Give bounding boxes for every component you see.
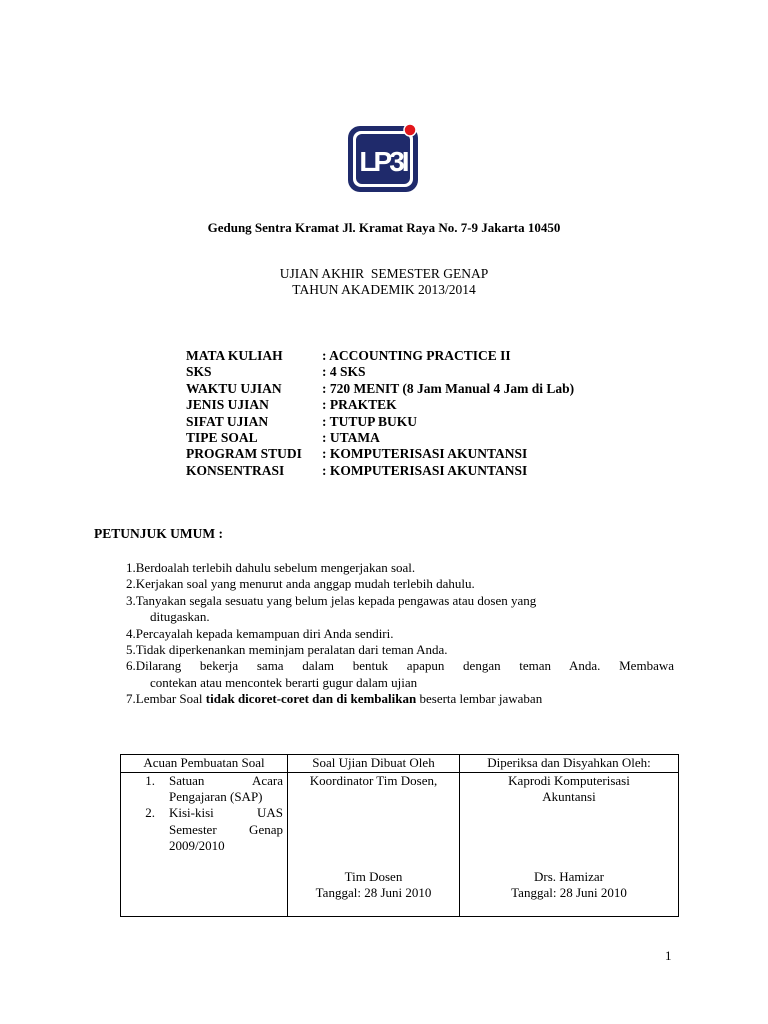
- table-header-row: [121, 755, 679, 773]
- info-row: [186, 414, 574, 430]
- info-value: : 720 MENIT (8 Jam Manual 4 Jam di Lab): [322, 380, 575, 396]
- approver-block: [464, 773, 674, 916]
- instruction-item: 4.Percayalah kepada kemampuan diri Anda sendiri.: [126, 625, 394, 641]
- info-label: WAKTU UJIAN: [186, 380, 282, 396]
- approver-cell: [460, 773, 679, 917]
- instruction-text: beserta lembar jawaban: [419, 691, 543, 707]
- info-row: [186, 430, 574, 446]
- reference-list: [125, 773, 283, 854]
- instructions-heading: PETUNJUK UMUM :: [94, 526, 223, 541]
- page-number: 1: [665, 948, 672, 963]
- header-created-by: Soal Ujian Dibuat Oleh: [288, 755, 460, 773]
- exam-info: [186, 348, 574, 479]
- instruction-item-continued: contekan atau mencontek berarti gugur dalam ujian: [150, 674, 418, 690]
- info-label: SKS: [186, 364, 212, 380]
- exam-title: [0, 266, 768, 298]
- info-value: : UTAMA: [322, 430, 380, 446]
- info-value: : ACCOUNTING PRACTICE II: [322, 348, 511, 363]
- info-row: [186, 381, 574, 397]
- info-label: PROGRAM STUDI: [186, 446, 302, 462]
- info-label: KONSENTRASI: [186, 462, 285, 478]
- creator-signature: [292, 869, 455, 901]
- reference-cell: [121, 773, 288, 917]
- list-item: [125, 773, 283, 805]
- header-reference: Acuan Pembuatan Soal: [121, 755, 288, 773]
- info-row: [186, 397, 574, 413]
- instruction-emphasis: tidak dicoret-coret dan di kembalikan: [205, 691, 417, 707]
- instruction-item: 2.Kerjakan soal yang menurut anda anggap mudah terlebih dahulu.: [126, 576, 475, 592]
- info-label: JENIS UJIAN: [186, 397, 269, 413]
- info-value: : 4 SKS: [322, 364, 366, 380]
- info-label: SIFAT UJIAN: [186, 413, 269, 429]
- creator-cell: [288, 773, 460, 917]
- list-number: 1.: [145, 773, 155, 788]
- instructions-list: [126, 560, 674, 708]
- creator-title: Koordinator Tim Dosen,: [309, 773, 438, 788]
- instruction-item: 5.Tidak diperkenankan meminjam peralatan dari teman Anda.: [126, 642, 448, 658]
- approval-table: [120, 754, 679, 917]
- info-value: : PRAKTEK: [322, 397, 397, 413]
- info-row: [186, 348, 574, 364]
- info-row: [186, 463, 574, 479]
- header-approved-by: Diperiksa dan Disyahkan Oleh:: [460, 755, 679, 773]
- instruction-item: 6.Dilarang bekerja sama dalam bentuk apapun dengan teman Anda. Membawa: [126, 658, 674, 674]
- creator-block: [292, 773, 455, 916]
- campus-address: Gedung Sentra Kramat Jl. Kramat Raya No. 7-9 Jakarta 10450: [207, 220, 561, 235]
- approver-date: Tanggal: 28 Juni 2010: [511, 885, 627, 901]
- instruction-text: 7.Lembar Soal: [126, 691, 203, 707]
- instruction-item-continued: ditugaskan.: [150, 609, 210, 625]
- table-row: [121, 773, 679, 917]
- info-label: MATA KULIAH: [186, 348, 283, 363]
- info-label: TIPE SOAL: [186, 430, 258, 446]
- exam-title-line1: UJIAN AKHIR SEMESTER GENAP: [279, 266, 489, 281]
- approver-signature: [464, 869, 674, 901]
- info-value: : KOMPUTERISASI AKUNTANSI: [322, 462, 528, 478]
- approver-title-line1: Kaprodi Komputerisasi: [508, 773, 630, 788]
- info-row: [186, 364, 574, 380]
- instruction-item: 3.Tanyakan segala sesuatu yang belum jelas kepada pengawas atau dosen yang: [126, 592, 537, 608]
- approver-title-line2: Akuntansi: [542, 789, 596, 805]
- info-value: : TUTUP BUKU: [322, 413, 418, 429]
- list-text: Satuan Acara Pengajaran (SAP): [169, 773, 283, 805]
- list-number: 2.: [145, 805, 155, 821]
- lp3i-logo: [346, 122, 422, 194]
- creator-date: Tanggal: 28 Juni 2010: [315, 885, 432, 901]
- svg-text:LP3I: LP3I: [359, 146, 407, 177]
- info-row: [186, 446, 574, 462]
- instruction-item: [126, 691, 674, 707]
- creator-name: Tim Dosen: [344, 869, 403, 884]
- info-value: : KOMPUTERISASI AKUNTANSI: [322, 446, 528, 462]
- list-item: [125, 805, 283, 854]
- instruction-item: 1.Berdoalah terlebih dahulu sebelum mengerjakan soal.: [126, 560, 416, 575]
- list-text: Kisi-kisi UAS Semester Genap 2009/2010: [169, 805, 283, 853]
- approver-name: Drs. Hamizar: [533, 869, 605, 884]
- exam-title-line2: TAHUN AKADEMIK 2013/2014: [292, 282, 476, 297]
